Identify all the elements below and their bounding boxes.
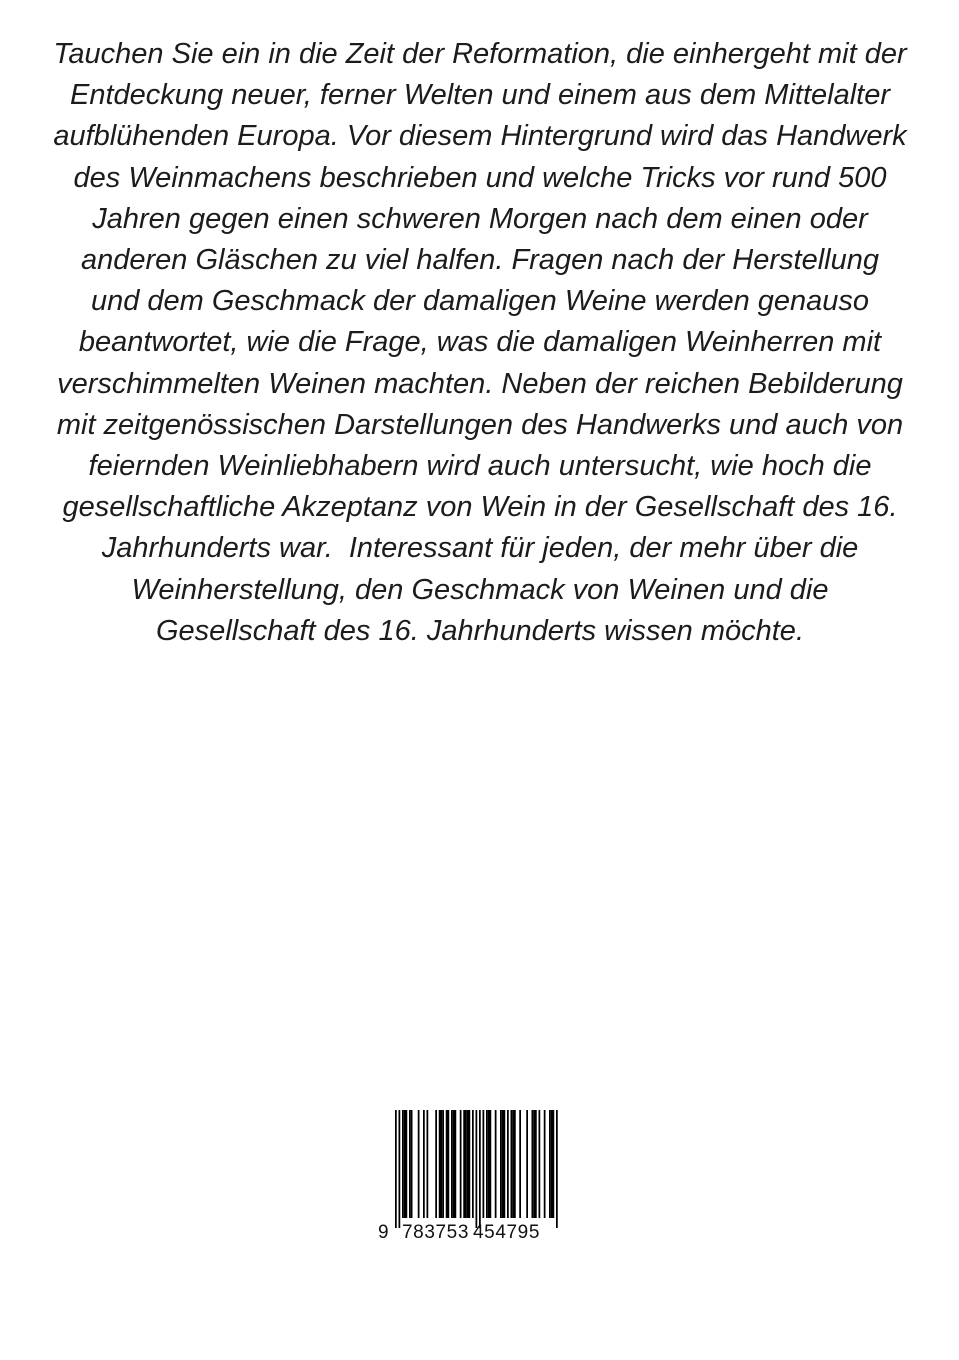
blurb-line: Entdeckung neuer, ferner Welten und einem aus dem Mittelalter <box>70 79 890 112</box>
barcode-right-group: 454795 <box>473 1222 541 1243</box>
barcode-bar <box>490 1110 492 1218</box>
barcode-bar <box>514 1110 516 1218</box>
barcode-bar <box>402 1110 404 1218</box>
blurb-line: feiernden Weinliebhabern wird auch untersucht, wie hoch die <box>88 450 872 483</box>
blurb-line: anderen Gläschen zu viel halfen. Fragen nach der Herstellung <box>81 244 879 277</box>
barcode-bar <box>549 1110 551 1218</box>
barcode-bar <box>507 1110 509 1218</box>
barcode-bar <box>519 1110 521 1218</box>
barcode-bar <box>409 1110 411 1218</box>
barcode-bar <box>435 1110 437 1218</box>
barcode-bar <box>551 1110 553 1218</box>
barcode-bar <box>526 1110 528 1218</box>
barcode-bar <box>441 1110 443 1218</box>
blurb-line: des Weinmachens beschrieben und welche Tricks vor rund 500 <box>73 161 887 194</box>
barcode-bar <box>553 1110 555 1218</box>
barcode-bar <box>395 1110 397 1228</box>
blurb-line: aufblühenden Europa. Vor diesem Hintergrund wird das Handwerk <box>53 120 907 153</box>
barcode-bar <box>439 1110 441 1218</box>
barcode-bar <box>502 1110 504 1218</box>
barcode-bar <box>544 1110 546 1218</box>
barcode-bars <box>378 1110 558 1228</box>
blurb-line: Tauchen Sie ein in die Zeit der Reformation, die einhergeht mit der <box>53 38 907 70</box>
barcode-bar <box>411 1110 413 1218</box>
blurb-line: gesellschaftliche Akzeptanz von Wein in der Gesellschaft des 16. <box>62 491 898 524</box>
blurb-line: Weinherstellung, den Geschmack von Weinen und die <box>131 573 829 606</box>
barcode-bar <box>451 1110 453 1218</box>
barcode-bar <box>399 1110 401 1228</box>
barcode-bar <box>495 1110 497 1218</box>
barcode-bar <box>512 1110 514 1218</box>
barcode-bar <box>406 1110 408 1218</box>
barcode-bar <box>504 1110 506 1218</box>
barcode-bar <box>486 1110 488 1218</box>
blurb-line: mit zeitgenössischen Darstellungen des Handwerks und auch von <box>56 408 904 441</box>
barcode-digits <box>378 1222 558 1244</box>
barcode-left-group: 783753 <box>402 1222 470 1243</box>
barcode-bar <box>446 1110 448 1218</box>
blurb-line: und dem Geschmack der damaligen Weine werden genauso <box>90 285 870 318</box>
barcode-bar <box>455 1110 457 1218</box>
barcode-bar <box>479 1110 481 1228</box>
barcode-bar <box>418 1110 420 1218</box>
barcode-bar <box>404 1110 406 1218</box>
blurb-line: Gesellschaft des 16. Jahrhunderts wissen möchte. <box>156 614 804 647</box>
barcode-lead-digit: 9 <box>378 1222 390 1243</box>
barcode-bar <box>467 1110 469 1218</box>
barcode-bar <box>556 1110 558 1228</box>
barcode-bar <box>535 1110 537 1218</box>
barcode-bar <box>460 1110 462 1218</box>
barcode-bar <box>483 1110 485 1218</box>
blurb-line: verschimmelten Weinen machten. Neben der reichen Bebilderung <box>57 367 903 400</box>
blurb-line: Jahren gegen einen schweren Morgen nach dem einen oder <box>92 202 868 235</box>
barcode-bar <box>533 1110 535 1218</box>
blurb-line: beantwortet, wie die Frage, was die damaligen Weinherren mit <box>78 326 882 359</box>
blurb-line: Jahrhunderts war. Interessant für jeden, der mehr über die <box>101 532 859 565</box>
barcode-bar <box>469 1110 471 1218</box>
barcode-bar <box>532 1110 534 1218</box>
back-cover-blurb <box>30 34 930 652</box>
barcode-bar <box>463 1110 465 1218</box>
barcode-bar <box>453 1110 455 1218</box>
barcode-bar <box>448 1110 450 1218</box>
barcode-bar <box>511 1110 513 1218</box>
barcode-bar <box>442 1110 444 1218</box>
barcode-bar <box>500 1110 502 1218</box>
barcode-bar <box>423 1110 425 1218</box>
barcode-bar <box>488 1110 490 1218</box>
isbn-barcode <box>378 1110 558 1250</box>
barcode-bar <box>476 1110 478 1228</box>
barcode-bar <box>472 1110 474 1218</box>
barcode-bar <box>539 1110 541 1218</box>
barcode-bar <box>465 1110 467 1218</box>
barcode-bar <box>427 1110 429 1218</box>
